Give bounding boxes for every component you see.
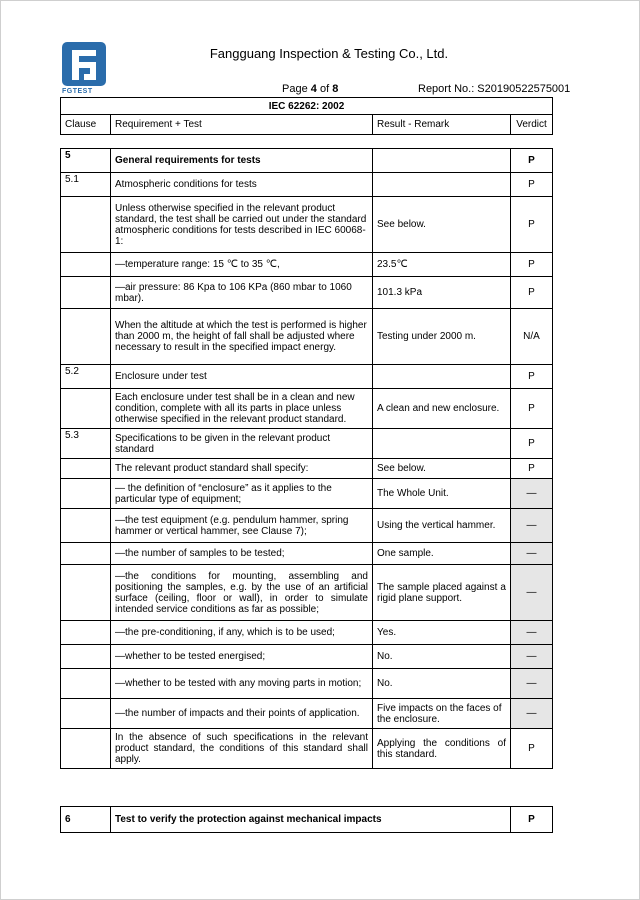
row-verdict: P [511, 389, 553, 429]
row-verdict: N/A [511, 309, 553, 365]
table-row [61, 277, 553, 309]
page-of: of [319, 83, 330, 95]
row-requirement: —whether to be tested energised; [111, 645, 373, 669]
row-result: The sample placed against a rigid plane support. [373, 565, 511, 621]
table-row [61, 429, 553, 459]
requirements-table [60, 148, 553, 769]
row-requirement: —the test equipment (e.g. pendulum hammer, spring hammer or vertical hammer, see Clause 7); [111, 509, 373, 543]
row-clause: 5.1 [61, 173, 111, 197]
row-clause [61, 253, 111, 277]
row-clause [61, 277, 111, 309]
row-clause [61, 389, 111, 429]
row-requirement: —temperature range: 15 ℃ to 35 ℃, [111, 253, 373, 277]
row-requirement: —whether to be tested with any moving parts in motion; [111, 669, 373, 699]
row-requirement: When the altitude at which the test is performed is higher than 2000 m, the height of fall shall be adjusted where necessary to result in the specified impact energy. [111, 309, 373, 365]
row-verdict: — [511, 621, 553, 645]
row-result: Applying the conditions of this standard. [373, 729, 511, 769]
col-clause: Clause [61, 115, 111, 135]
standard-title: IEC 62262: 2002 [61, 98, 553, 115]
table-row [61, 479, 553, 509]
row-verdict: P [511, 197, 553, 253]
table-row [61, 459, 553, 479]
table-row [61, 543, 553, 565]
col-result: Result - Remark [373, 115, 511, 135]
section6-verdict: P [511, 807, 553, 833]
row-requirement: Atmospheric conditions for tests [111, 173, 373, 197]
col-requirement: Requirement + Test [111, 115, 373, 135]
table-row [61, 699, 553, 729]
row-clause [61, 699, 111, 729]
row-clause [61, 669, 111, 699]
row-requirement: Specifications to be given in the relevant product standard [111, 429, 373, 459]
row-verdict: — [511, 543, 553, 565]
row-requirement: —the number of samples to be tested; [111, 543, 373, 565]
row-verdict: — [511, 565, 553, 621]
row-verdict: P [511, 459, 553, 479]
row-result: One sample. [373, 543, 511, 565]
row-requirement: Enclosure under test [111, 365, 373, 389]
row-clause [61, 309, 111, 365]
row-requirement: Unless otherwise specified in the relevant product standard, the test shall be carried out under the standard atmospheric conditions for tests described in IEC 60068-1: [111, 197, 373, 253]
col-verdict: Verdict [511, 115, 553, 135]
row-clause [61, 479, 111, 509]
section6-table [60, 806, 553, 833]
row-requirement: In the absence of such specifications in the relevant product standard, the conditions of this standard shall apply. [111, 729, 373, 769]
row-result [373, 149, 511, 173]
table-row [61, 565, 553, 621]
row-result [373, 429, 511, 459]
row-verdict: P [511, 365, 553, 389]
section6-clause: 6 [61, 807, 111, 833]
table-row [61, 173, 553, 197]
row-result: See below. [373, 197, 511, 253]
row-result: Five impacts on the faces of the enclosure. [373, 699, 511, 729]
row-verdict: P [511, 277, 553, 309]
row-requirement: —the pre-conditioning, if any, which is to be used; [111, 621, 373, 645]
row-requirement: Each enclosure under test shall be in a clean and new condition, complete with all its parts in place unless otherwise specified in the relevant product standard. [111, 389, 373, 429]
row-clause: 5 [61, 149, 111, 173]
row-requirement: —the number of impacts and their points of application. [111, 699, 373, 729]
row-result [373, 173, 511, 197]
row-verdict: P [511, 149, 553, 173]
row-result: 101.3 kPa [373, 277, 511, 309]
table-row [61, 197, 553, 253]
row-verdict: — [511, 669, 553, 699]
row-verdict: — [511, 645, 553, 669]
row-clause: 5.3 [61, 429, 111, 459]
row-verdict: — [511, 699, 553, 729]
table-row [61, 729, 553, 769]
row-clause [61, 621, 111, 645]
row-result: No. [373, 645, 511, 669]
row-verdict: P [511, 429, 553, 459]
table-row [61, 509, 553, 543]
row-clause [61, 459, 111, 479]
table-row [61, 669, 553, 699]
table-row [61, 365, 553, 389]
row-result: See below. [373, 459, 511, 479]
row-verdict: — [511, 509, 553, 543]
report-number: Report No.: S20190522575001 [418, 83, 571, 95]
header-table [60, 97, 553, 135]
row-result [373, 365, 511, 389]
logo-text: FGTEST [62, 88, 93, 95]
row-clause [61, 645, 111, 669]
row-verdict: — [511, 479, 553, 509]
row-clause [61, 543, 111, 565]
row-requirement: General requirements for tests [111, 149, 373, 173]
table-row [61, 253, 553, 277]
page-current: 4 [310, 83, 317, 95]
table-row [61, 645, 553, 669]
row-verdict: P [511, 729, 553, 769]
row-result: Testing under 2000 m. [373, 309, 511, 365]
table-row [61, 389, 553, 429]
row-clause [61, 729, 111, 769]
row-clause [61, 197, 111, 253]
table-row [61, 149, 553, 173]
row-verdict: P [511, 173, 553, 197]
table-row [61, 309, 553, 365]
row-requirement: — the definition of “enclosure” as it applies to the particular type of equipment; [111, 479, 373, 509]
page-total: 8 [332, 83, 339, 95]
company-name: Fangguang Inspection & Testing Co., Ltd. [209, 46, 449, 61]
row-verdict: P [511, 253, 553, 277]
row-requirement: The relevant product standard shall specify: [111, 459, 373, 479]
row-result: The Whole Unit. [373, 479, 511, 509]
row-requirement: —the conditions for mounting, assembling and positioning the samples, e.g. by the use of an artificial surface (ceiling, floor or wall), in order to simulate intended service conditions as far as possible; [111, 565, 373, 621]
table-row [61, 621, 553, 645]
page-number [282, 83, 338, 95]
row-result: 23.5℃ [373, 253, 511, 277]
row-clause: 5.2 [61, 365, 111, 389]
row-clause [61, 565, 111, 621]
row-result: A clean and new enclosure. [373, 389, 511, 429]
row-requirement: —air pressure: 86 Kpa to 106 KPa (860 mbar to 1060 mbar). [111, 277, 373, 309]
row-result: No. [373, 669, 511, 699]
page-label: Page [282, 83, 308, 95]
row-clause [61, 509, 111, 543]
section6-title: Test to verify the protection against mechanical impacts [111, 807, 511, 833]
row-result: Yes. [373, 621, 511, 645]
row-result: Using the vertical hammer. [373, 509, 511, 543]
